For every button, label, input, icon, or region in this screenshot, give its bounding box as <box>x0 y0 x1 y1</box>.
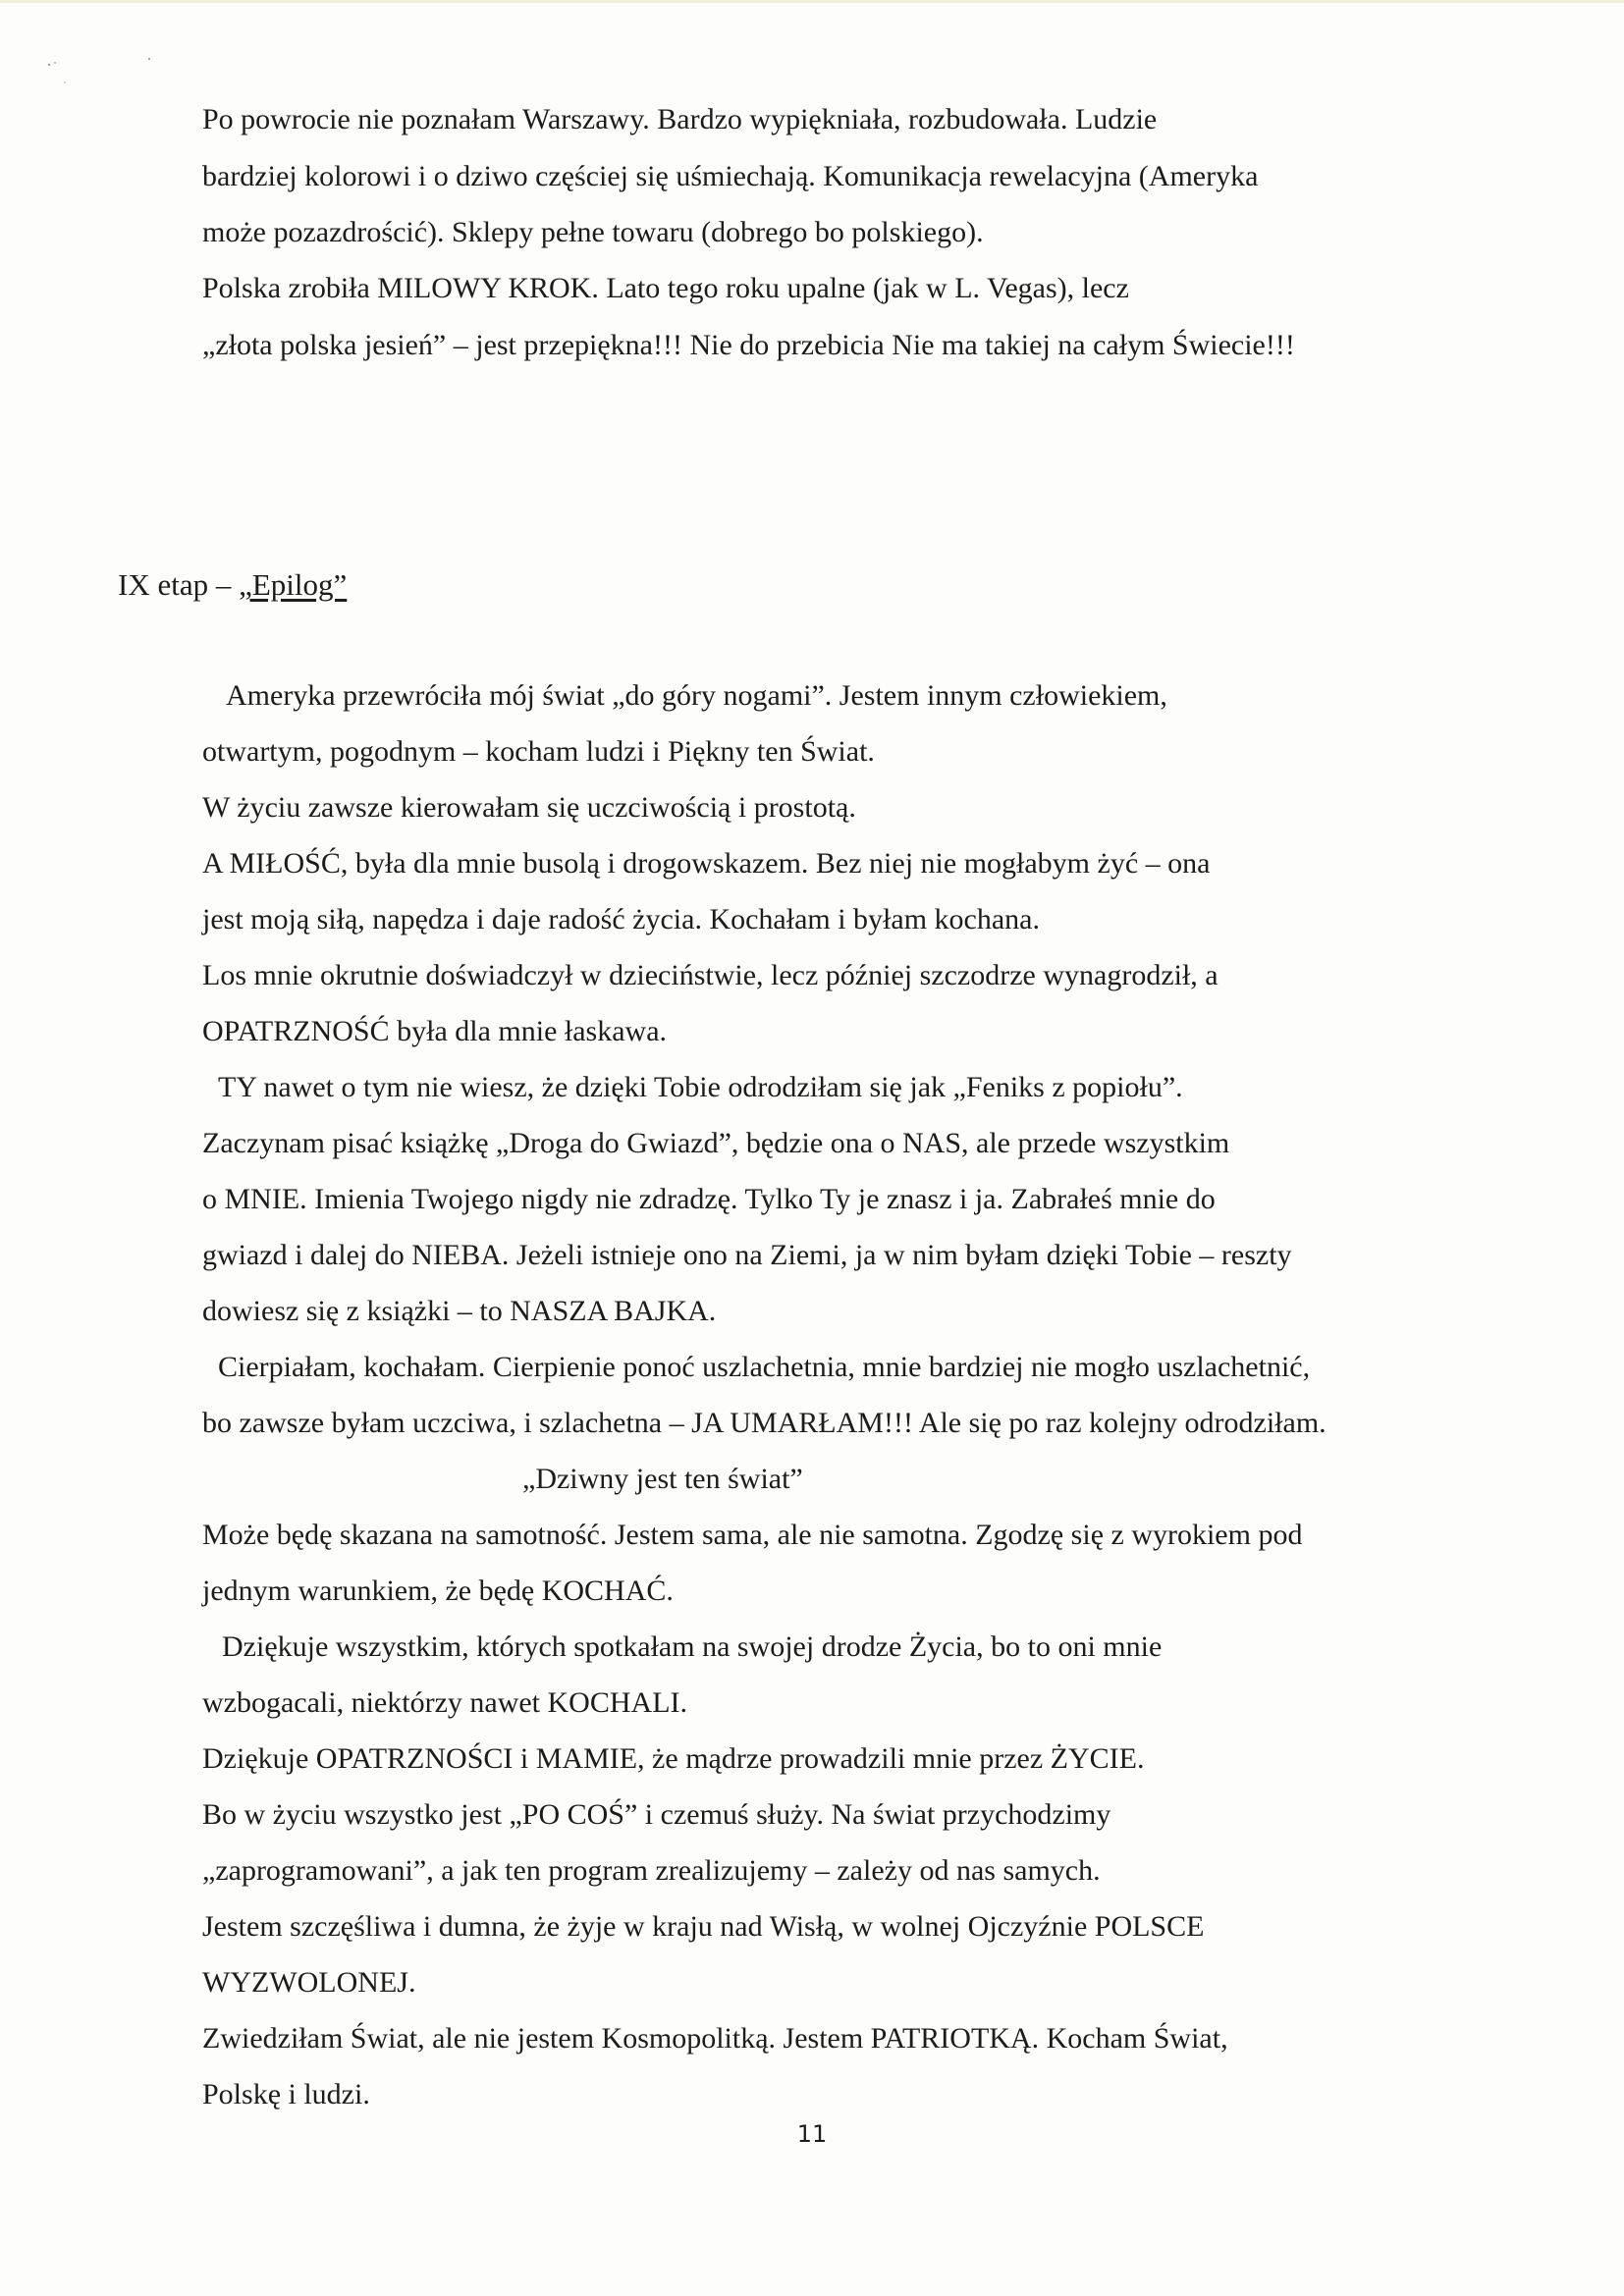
text-line: „Dziwny jest ten świat” <box>522 1463 803 1495</box>
text-line: Dziękuje wszystkim, których spotkałam na swojej drodze Życia, bo to oni mnie <box>222 1630 1163 1663</box>
text-line: Może będę skazana na samotność. Jestem sama, ale nie samotna. Zgodzę się z wyrokiem pod <box>202 1519 1303 1551</box>
heading-title: „Epilog” <box>239 567 348 602</box>
section-heading <box>118 567 347 603</box>
text-line: gwiazd i dalej do NIEBA. Jeżeli istnieje ono na Ziemi, ja w nim byłam dzięki Tobie – reszty <box>202 1239 1292 1271</box>
text-line: Po powrocie nie poznałam Warszawy. Bardzo wypiękniała, rozbudowała. Ludzie <box>202 103 1158 135</box>
text-line: Bo w życiu wszystko jest „PO COŚ” i czemuś służy. Na świat przychodzimy <box>202 1798 1111 1831</box>
text-line: „zaprogramowani”, a jak ten program zrealizujemy – zależy od nas samych. <box>202 1854 1101 1887</box>
text-line: bardziej kolorowi i o dziwo częściej się uśmiechają. Komunikacja rewelacyjna (Ameryka <box>202 160 1259 192</box>
text-line: Zwiedziłam Świat, ale nie jestem Kosmopolitką. Jestem PATRIOTKĄ. Kocham Świat, <box>202 2022 1228 2055</box>
text-line: Dziękuje OPATRZNOŚCI i MAMIE, że mądrze prowadzili mnie przez ŻYCIE. <box>202 1742 1145 1775</box>
text-line: jednym warunkiem, że będę KOCHAĆ. <box>202 1575 674 1607</box>
text-line: dowiesz się z książki – to NASZA BAJKA. <box>202 1295 717 1327</box>
text-line: o MNIE. Imienia Twojego nigdy nie zdradzę. Tylko Ty je znasz i ja. Zabrałeś mnie do <box>202 1183 1216 1215</box>
text-line: Polska zrobiła MILOWY KROK. Lato tego roku upalne (jak w L. Vegas), lecz <box>202 272 1129 304</box>
text-line: Zaczynam pisać książkę „Droga do Gwiazd”, będzie ona o NAS, ale przede wszystkim <box>202 1127 1230 1159</box>
text-line: TY nawet o tym nie wiesz, że dzięki Tobie odrodziłam się jak „Feniks z popiołu”. <box>218 1071 1183 1103</box>
text-line: „złota polska jesień” – jest przepiękna!!! Nie do przebicia Nie ma takiej na całym Świecie!!! <box>202 329 1295 361</box>
page-number: 11 <box>796 2120 828 2148</box>
text-line: jest moją siłą, napędza i daje radość życia. Kochałam i byłam kochana. <box>202 903 1040 935</box>
text-line: WYZWOLONEJ. <box>202 1966 416 1999</box>
text-line: otwartym, pogodnym – kocham ludzi i Piękny ten Świat. <box>202 735 875 768</box>
text-line: bo zawsze byłam uczciwa, i szlachetna – JA UMARŁAM!!! Ale się po raz kolejny odrodziłam. <box>202 1407 1326 1439</box>
text-line: OPATRZNOŚĆ była dla mnie łaskawa. <box>202 1015 668 1047</box>
text-line: Cierpiałam, kochałam. Cierpienie ponoć uszlachetnia, mnie bardziej nie mogło uszlachetnić, <box>218 1351 1311 1383</box>
text-line: A MIŁOŚĆ, była dla mnie busolą i drogowskazem. Bez niej nie mogłabym żyć – ona <box>202 847 1211 880</box>
scan-top-edge <box>0 0 1624 3</box>
text-line: Ameryka przewróciła mój świat „do góry nogami”. Jestem innym człowiekiem, <box>226 679 1167 712</box>
text-line: Los mnie okrutnie doświadczył w dzieciństwie, lecz później szczodrze wynagrodził, a <box>202 959 1218 991</box>
text-line: Polskę i ludzi. <box>202 2078 370 2110</box>
text-line: Jestem szczęśliwa i dumna, że żyje w kraju nad Wisłą, w wolnej Ojczyźnie POLSCE <box>202 1910 1205 1943</box>
heading-prefix: IX etap – <box>118 567 240 602</box>
text-line: wzbogacali, niektórzy nawet KOCHALI. <box>202 1686 688 1719</box>
scan-specks <box>43 57 161 116</box>
text-line: może pozazdrościć). Sklepy pełne towaru (dobrego bo polskiego). <box>202 216 984 248</box>
text-line: W życiu zawsze kierowałam się uczciwością i prostotą. <box>202 791 856 824</box>
